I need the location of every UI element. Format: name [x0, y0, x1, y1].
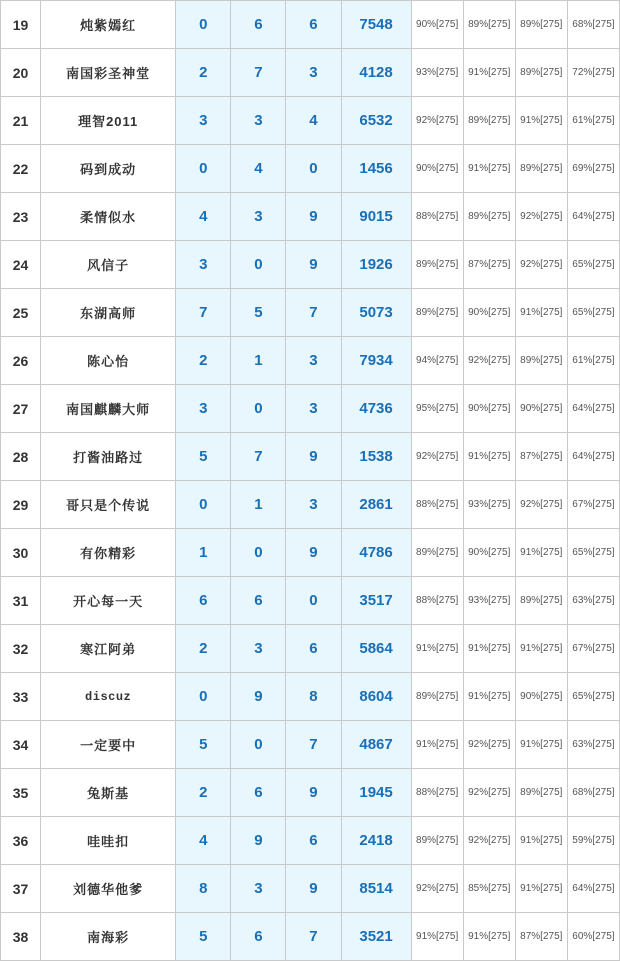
- score-cell: 8604: [341, 673, 411, 721]
- percent-cell-1: 89%[275]: [411, 817, 463, 865]
- ranking-table-body: [1, 1, 620, 961]
- percent-cell-1: 90%[275]: [411, 145, 463, 193]
- percent-cell-1: 89%[275]: [411, 241, 463, 289]
- player-name-cell: 炖紫嫣红: [41, 1, 176, 49]
- percent-cell-2: 91%[275]: [463, 673, 515, 721]
- score-cell: 4786: [341, 529, 411, 577]
- percent-cell-1: 88%[275]: [411, 481, 463, 529]
- table-row[interactable]: [1, 193, 620, 241]
- score-cell: 2418: [341, 817, 411, 865]
- table-row[interactable]: [1, 529, 620, 577]
- percent-cell-4: 65%[275]: [567, 529, 619, 577]
- percent-cell-3: 87%[275]: [515, 433, 567, 481]
- player-name-cell: 南国麒麟大师: [41, 385, 176, 433]
- percent-cell-1: 94%[275]: [411, 337, 463, 385]
- percent-cell-2: 90%[275]: [463, 385, 515, 433]
- percent-cell-2: 93%[275]: [463, 577, 515, 625]
- number-cell-2: 0: [231, 241, 286, 289]
- table-row[interactable]: [1, 913, 620, 961]
- percent-cell-4: 65%[275]: [567, 673, 619, 721]
- number-cell-2: 9: [231, 817, 286, 865]
- score-cell: 1538: [341, 433, 411, 481]
- number-cell-3: 3: [286, 385, 341, 433]
- table-row[interactable]: [1, 433, 620, 481]
- table-row[interactable]: [1, 1, 620, 49]
- number-cell-3: 6: [286, 625, 341, 673]
- percent-cell-3: 90%[275]: [515, 673, 567, 721]
- number-cell-2: 4: [231, 145, 286, 193]
- rank-cell: 20: [1, 49, 41, 97]
- percent-cell-2: 92%[275]: [463, 721, 515, 769]
- percent-cell-2: 92%[275]: [463, 817, 515, 865]
- score-cell: 4867: [341, 721, 411, 769]
- rank-cell: 34: [1, 721, 41, 769]
- number-cell-3: 3: [286, 481, 341, 529]
- score-cell: 5073: [341, 289, 411, 337]
- player-name-cell: 寒江阿弟: [41, 625, 176, 673]
- table-row[interactable]: [1, 769, 620, 817]
- table-row[interactable]: [1, 289, 620, 337]
- percent-cell-4: 64%[275]: [567, 385, 619, 433]
- number-cell-3: 9: [286, 433, 341, 481]
- percent-cell-2: 85%[275]: [463, 865, 515, 913]
- player-name-cell: 柔情似水: [41, 193, 176, 241]
- number-cell-3: 9: [286, 241, 341, 289]
- number-cell-3: 0: [286, 577, 341, 625]
- table-row[interactable]: [1, 673, 620, 721]
- percent-cell-1: 90%[275]: [411, 1, 463, 49]
- percent-cell-2: 91%[275]: [463, 913, 515, 961]
- score-cell: 4736: [341, 385, 411, 433]
- number-cell-1: 5: [176, 433, 231, 481]
- number-cell-2: 9: [231, 673, 286, 721]
- percent-cell-3: 91%[275]: [515, 865, 567, 913]
- score-cell: 8514: [341, 865, 411, 913]
- score-cell: 7548: [341, 1, 411, 49]
- number-cell-3: 9: [286, 865, 341, 913]
- number-cell-3: 9: [286, 529, 341, 577]
- number-cell-3: 6: [286, 817, 341, 865]
- rank-cell: 25: [1, 289, 41, 337]
- percent-cell-1: 92%[275]: [411, 97, 463, 145]
- number-cell-2: 6: [231, 1, 286, 49]
- percent-cell-2: 93%[275]: [463, 481, 515, 529]
- number-cell-3: 4: [286, 97, 341, 145]
- table-row[interactable]: [1, 481, 620, 529]
- percent-cell-3: 91%[275]: [515, 529, 567, 577]
- number-cell-1: 0: [176, 145, 231, 193]
- percent-cell-3: 89%[275]: [515, 337, 567, 385]
- percent-cell-3: 89%[275]: [515, 49, 567, 97]
- rank-cell: 31: [1, 577, 41, 625]
- percent-cell-2: 90%[275]: [463, 289, 515, 337]
- number-cell-2: 3: [231, 625, 286, 673]
- number-cell-1: 2: [176, 769, 231, 817]
- percent-cell-4: 59%[275]: [567, 817, 619, 865]
- score-cell: 5864: [341, 625, 411, 673]
- percent-cell-2: 91%[275]: [463, 625, 515, 673]
- percent-cell-1: 92%[275]: [411, 433, 463, 481]
- percent-cell-4: 72%[275]: [567, 49, 619, 97]
- player-name-cell: 打酱油路过: [41, 433, 176, 481]
- percent-cell-1: 91%[275]: [411, 625, 463, 673]
- score-cell: 3517: [341, 577, 411, 625]
- number-cell-2: 3: [231, 865, 286, 913]
- table-row[interactable]: [1, 865, 620, 913]
- percent-cell-2: 92%[275]: [463, 769, 515, 817]
- rank-cell: 27: [1, 385, 41, 433]
- score-cell: 4128: [341, 49, 411, 97]
- percent-cell-1: 89%[275]: [411, 289, 463, 337]
- number-cell-2: 6: [231, 577, 286, 625]
- number-cell-1: 5: [176, 913, 231, 961]
- number-cell-1: 5: [176, 721, 231, 769]
- percent-cell-2: 89%[275]: [463, 193, 515, 241]
- percent-cell-1: 88%[275]: [411, 769, 463, 817]
- percent-cell-3: 89%[275]: [515, 145, 567, 193]
- rank-cell: 19: [1, 1, 41, 49]
- number-cell-1: 0: [176, 1, 231, 49]
- number-cell-2: 0: [231, 721, 286, 769]
- rank-cell: 24: [1, 241, 41, 289]
- player-name-cell: 风信子: [41, 241, 176, 289]
- percent-cell-4: 61%[275]: [567, 337, 619, 385]
- percent-cell-3: 89%[275]: [515, 769, 567, 817]
- table-row[interactable]: [1, 145, 620, 193]
- percent-cell-3: 91%[275]: [515, 721, 567, 769]
- score-cell: 1926: [341, 241, 411, 289]
- number-cell-1: 0: [176, 481, 231, 529]
- number-cell-1: 2: [176, 625, 231, 673]
- number-cell-3: 9: [286, 769, 341, 817]
- score-cell: 9015: [341, 193, 411, 241]
- table-row[interactable]: [1, 97, 620, 145]
- percent-cell-1: 95%[275]: [411, 385, 463, 433]
- percent-cell-3: 91%[275]: [515, 97, 567, 145]
- player-name-cell: 一定要中: [41, 721, 176, 769]
- rank-cell: 36: [1, 817, 41, 865]
- score-cell: 1456: [341, 145, 411, 193]
- rank-cell: 23: [1, 193, 41, 241]
- percent-cell-3: 91%[275]: [515, 289, 567, 337]
- percent-cell-3: 92%[275]: [515, 481, 567, 529]
- number-cell-2: 3: [231, 97, 286, 145]
- score-cell: 6532: [341, 97, 411, 145]
- table-row[interactable]: [1, 817, 620, 865]
- number-cell-1: 6: [176, 577, 231, 625]
- number-cell-2: 1: [231, 337, 286, 385]
- number-cell-1: 2: [176, 49, 231, 97]
- rank-cell: 38: [1, 913, 41, 961]
- percent-cell-4: 61%[275]: [567, 97, 619, 145]
- number-cell-1: 4: [176, 193, 231, 241]
- rank-cell: 28: [1, 433, 41, 481]
- percent-cell-2: 89%[275]: [463, 97, 515, 145]
- number-cell-2: 0: [231, 529, 286, 577]
- percent-cell-1: 88%[275]: [411, 193, 463, 241]
- table-row[interactable]: [1, 625, 620, 673]
- number-cell-3: 3: [286, 337, 341, 385]
- player-name-cell: 刘德华他爹: [41, 865, 176, 913]
- player-name-cell: 有你精彩: [41, 529, 176, 577]
- number-cell-1: 3: [176, 97, 231, 145]
- percent-cell-2: 89%[275]: [463, 1, 515, 49]
- number-cell-1: 8: [176, 865, 231, 913]
- percent-cell-4: 67%[275]: [567, 625, 619, 673]
- percent-cell-1: 91%[275]: [411, 721, 463, 769]
- player-name-cell: 理智2011: [41, 97, 176, 145]
- player-name-cell: 东湖高师: [41, 289, 176, 337]
- number-cell-3: 7: [286, 913, 341, 961]
- percent-cell-1: 89%[275]: [411, 673, 463, 721]
- number-cell-2: 0: [231, 385, 286, 433]
- number-cell-2: 7: [231, 433, 286, 481]
- number-cell-1: 4: [176, 817, 231, 865]
- percent-cell-4: 64%[275]: [567, 433, 619, 481]
- player-name-cell: 码到成动: [41, 145, 176, 193]
- score-cell: 2861: [341, 481, 411, 529]
- percent-cell-3: 92%[275]: [515, 241, 567, 289]
- player-name-cell: 陈心怡: [41, 337, 176, 385]
- player-name-cell: 哥只是个传说: [41, 481, 176, 529]
- player-name-cell: 哇哇扣: [41, 817, 176, 865]
- percent-cell-2: 91%[275]: [463, 433, 515, 481]
- player-name-cell: discuz: [41, 673, 176, 721]
- rank-cell: 21: [1, 97, 41, 145]
- number-cell-2: 3: [231, 193, 286, 241]
- percent-cell-3: 87%[275]: [515, 913, 567, 961]
- number-cell-2: 1: [231, 481, 286, 529]
- number-cell-3: 7: [286, 289, 341, 337]
- percent-cell-4: 69%[275]: [567, 145, 619, 193]
- table-row[interactable]: [1, 721, 620, 769]
- number-cell-2: 6: [231, 913, 286, 961]
- number-cell-1: 0: [176, 673, 231, 721]
- percent-cell-2: 92%[275]: [463, 337, 515, 385]
- percent-cell-3: 92%[275]: [515, 193, 567, 241]
- percent-cell-3: 89%[275]: [515, 577, 567, 625]
- number-cell-1: 3: [176, 241, 231, 289]
- number-cell-3: 9: [286, 193, 341, 241]
- rank-cell: 35: [1, 769, 41, 817]
- number-cell-1: 2: [176, 337, 231, 385]
- player-name-cell: 南海彩: [41, 913, 176, 961]
- rank-cell: 37: [1, 865, 41, 913]
- number-cell-1: 3: [176, 385, 231, 433]
- player-name-cell: 开心每一天: [41, 577, 176, 625]
- table-row[interactable]: [1, 241, 620, 289]
- percent-cell-4: 63%[275]: [567, 577, 619, 625]
- percent-cell-3: 91%[275]: [515, 817, 567, 865]
- rank-cell: 29: [1, 481, 41, 529]
- percent-cell-3: 91%[275]: [515, 625, 567, 673]
- percent-cell-1: 89%[275]: [411, 529, 463, 577]
- table-row[interactable]: [1, 385, 620, 433]
- number-cell-2: 6: [231, 769, 286, 817]
- number-cell-3: 8: [286, 673, 341, 721]
- number-cell-2: 5: [231, 289, 286, 337]
- number-cell-2: 7: [231, 49, 286, 97]
- player-name-cell: 兔斯基: [41, 769, 176, 817]
- rank-cell: 30: [1, 529, 41, 577]
- percent-cell-1: 91%[275]: [411, 913, 463, 961]
- number-cell-3: 3: [286, 49, 341, 97]
- percent-cell-4: 64%[275]: [567, 193, 619, 241]
- percent-cell-2: 90%[275]: [463, 529, 515, 577]
- percent-cell-1: 93%[275]: [411, 49, 463, 97]
- percent-cell-1: 88%[275]: [411, 577, 463, 625]
- percent-cell-4: 68%[275]: [567, 1, 619, 49]
- table-row[interactable]: [1, 49, 620, 97]
- number-cell-3: 0: [286, 145, 341, 193]
- percent-cell-4: 67%[275]: [567, 481, 619, 529]
- percent-cell-4: 63%[275]: [567, 721, 619, 769]
- score-cell: 3521: [341, 913, 411, 961]
- number-cell-1: 1: [176, 529, 231, 577]
- percent-cell-1: 92%[275]: [411, 865, 463, 913]
- percent-cell-4: 68%[275]: [567, 769, 619, 817]
- rank-cell: 33: [1, 673, 41, 721]
- percent-cell-2: 91%[275]: [463, 145, 515, 193]
- number-cell-3: 6: [286, 1, 341, 49]
- percent-cell-4: 60%[275]: [567, 913, 619, 961]
- rank-cell: 26: [1, 337, 41, 385]
- number-cell-3: 7: [286, 721, 341, 769]
- percent-cell-2: 91%[275]: [463, 49, 515, 97]
- rank-cell: 32: [1, 625, 41, 673]
- percent-cell-4: 65%[275]: [567, 241, 619, 289]
- number-cell-1: 7: [176, 289, 231, 337]
- percent-cell-4: 65%[275]: [567, 289, 619, 337]
- score-cell: 7934: [341, 337, 411, 385]
- rank-cell: 22: [1, 145, 41, 193]
- percent-cell-2: 87%[275]: [463, 241, 515, 289]
- table-row[interactable]: [1, 337, 620, 385]
- player-name-cell: 南国彩圣神堂: [41, 49, 176, 97]
- percent-cell-3: 90%[275]: [515, 385, 567, 433]
- percent-cell-3: 89%[275]: [515, 1, 567, 49]
- percent-cell-4: 64%[275]: [567, 865, 619, 913]
- table-row[interactable]: [1, 577, 620, 625]
- score-cell: 1945: [341, 769, 411, 817]
